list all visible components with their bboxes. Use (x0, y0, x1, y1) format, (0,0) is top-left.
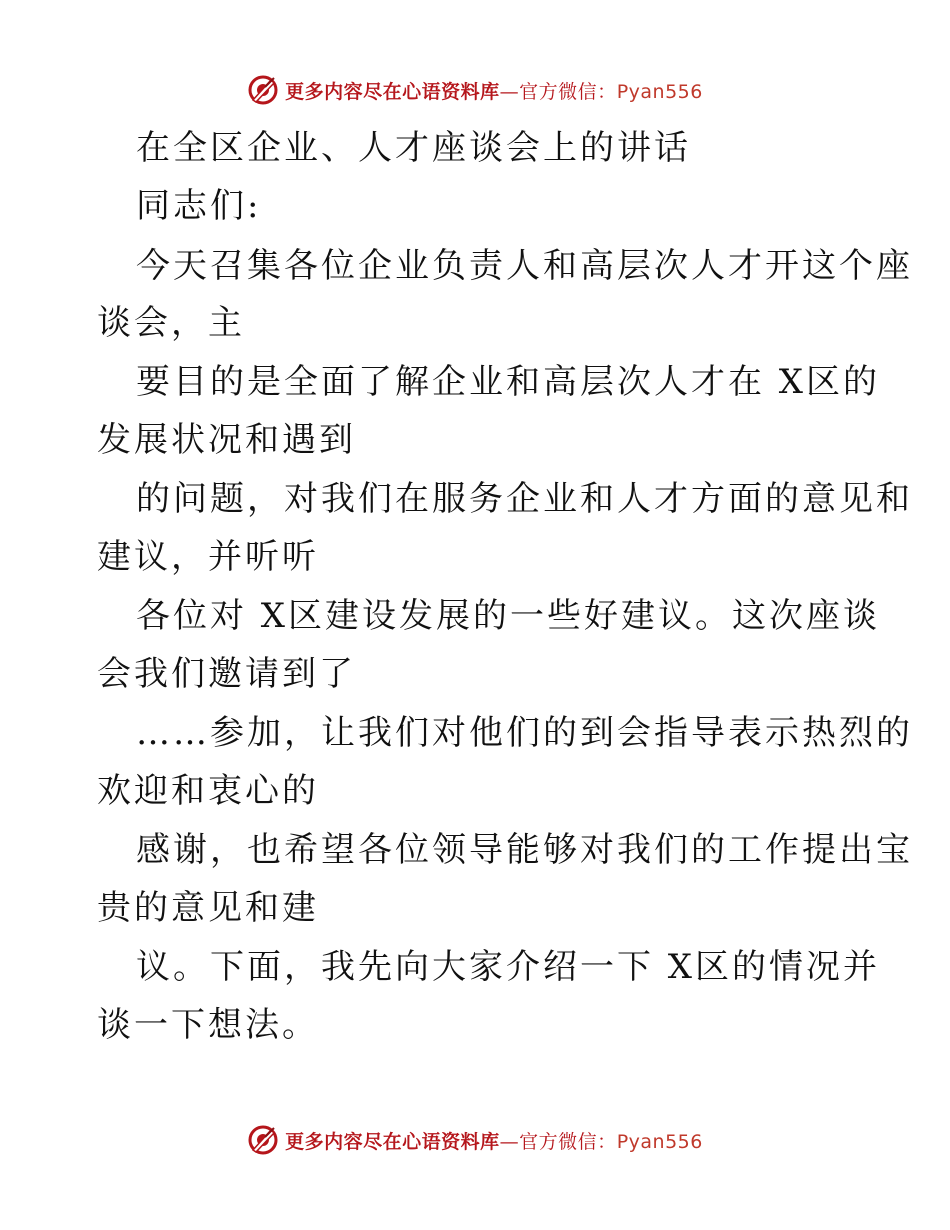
paragraph-line: 各位对 X区建设发展的一些好建议。这次座谈 (136, 596, 881, 636)
footer-banner (0, 1120, 950, 1160)
quill-pen-logo-icon (247, 74, 279, 106)
banner-slogan: 更多内容尽在心语资料库 (285, 80, 500, 103)
paragraph-line: 发展状况和遇到 (97, 420, 356, 460)
paragraph-line: 欢迎和衷心的 (97, 771, 319, 811)
banner-account: Pyan556 (616, 1130, 703, 1153)
banner-text (285, 77, 703, 104)
footer-banner-content (247, 1124, 703, 1156)
paragraph-line: 今天召集各位企业负责人和高层次人才开这个座 (136, 246, 913, 286)
paragraph-line: 会我们邀请到了 (97, 654, 356, 694)
header-banner-content (247, 74, 703, 106)
banner-wechat-label: 官方微信： (519, 1130, 617, 1153)
banner-wechat-label: 官方微信： (519, 80, 617, 103)
banner-slogan: 更多内容尽在心语资料库 (285, 1130, 500, 1153)
paragraph-line: 贵的意见和建 (97, 888, 319, 928)
paragraph-line: 的问题，对我们在服务企业和人才方面的意见和 (136, 479, 913, 519)
paragraph-line: 建议，并听听 (97, 537, 319, 577)
paragraph-line: 谈一下想法。 (97, 1005, 319, 1045)
paragraph-line: 要目的是全面了解企业和高层次人才在 X区的 (136, 362, 881, 402)
quill-pen-logo-icon (247, 1124, 279, 1156)
banner-account: Pyan556 (616, 80, 703, 103)
banner-dash: — (499, 80, 520, 103)
paragraph-line: 议。下面，我先向大家介绍一下 X区的情况并 (136, 947, 881, 987)
paragraph-line: ……参加，让我们对他们的到会指导表示热烈的 (136, 713, 913, 753)
document-title: 在全区企业、人才座谈会上的讲话 (136, 128, 691, 168)
paragraph-line: 谈会，主 (97, 303, 245, 343)
paragraph-line: 感谢，也希望各位领导能够对我们的工作提出宝 (136, 830, 913, 870)
banner-dash: — (499, 1130, 520, 1153)
header-banner (0, 70, 950, 110)
salutation: 同志们: (136, 186, 262, 226)
banner-text (285, 1127, 703, 1154)
